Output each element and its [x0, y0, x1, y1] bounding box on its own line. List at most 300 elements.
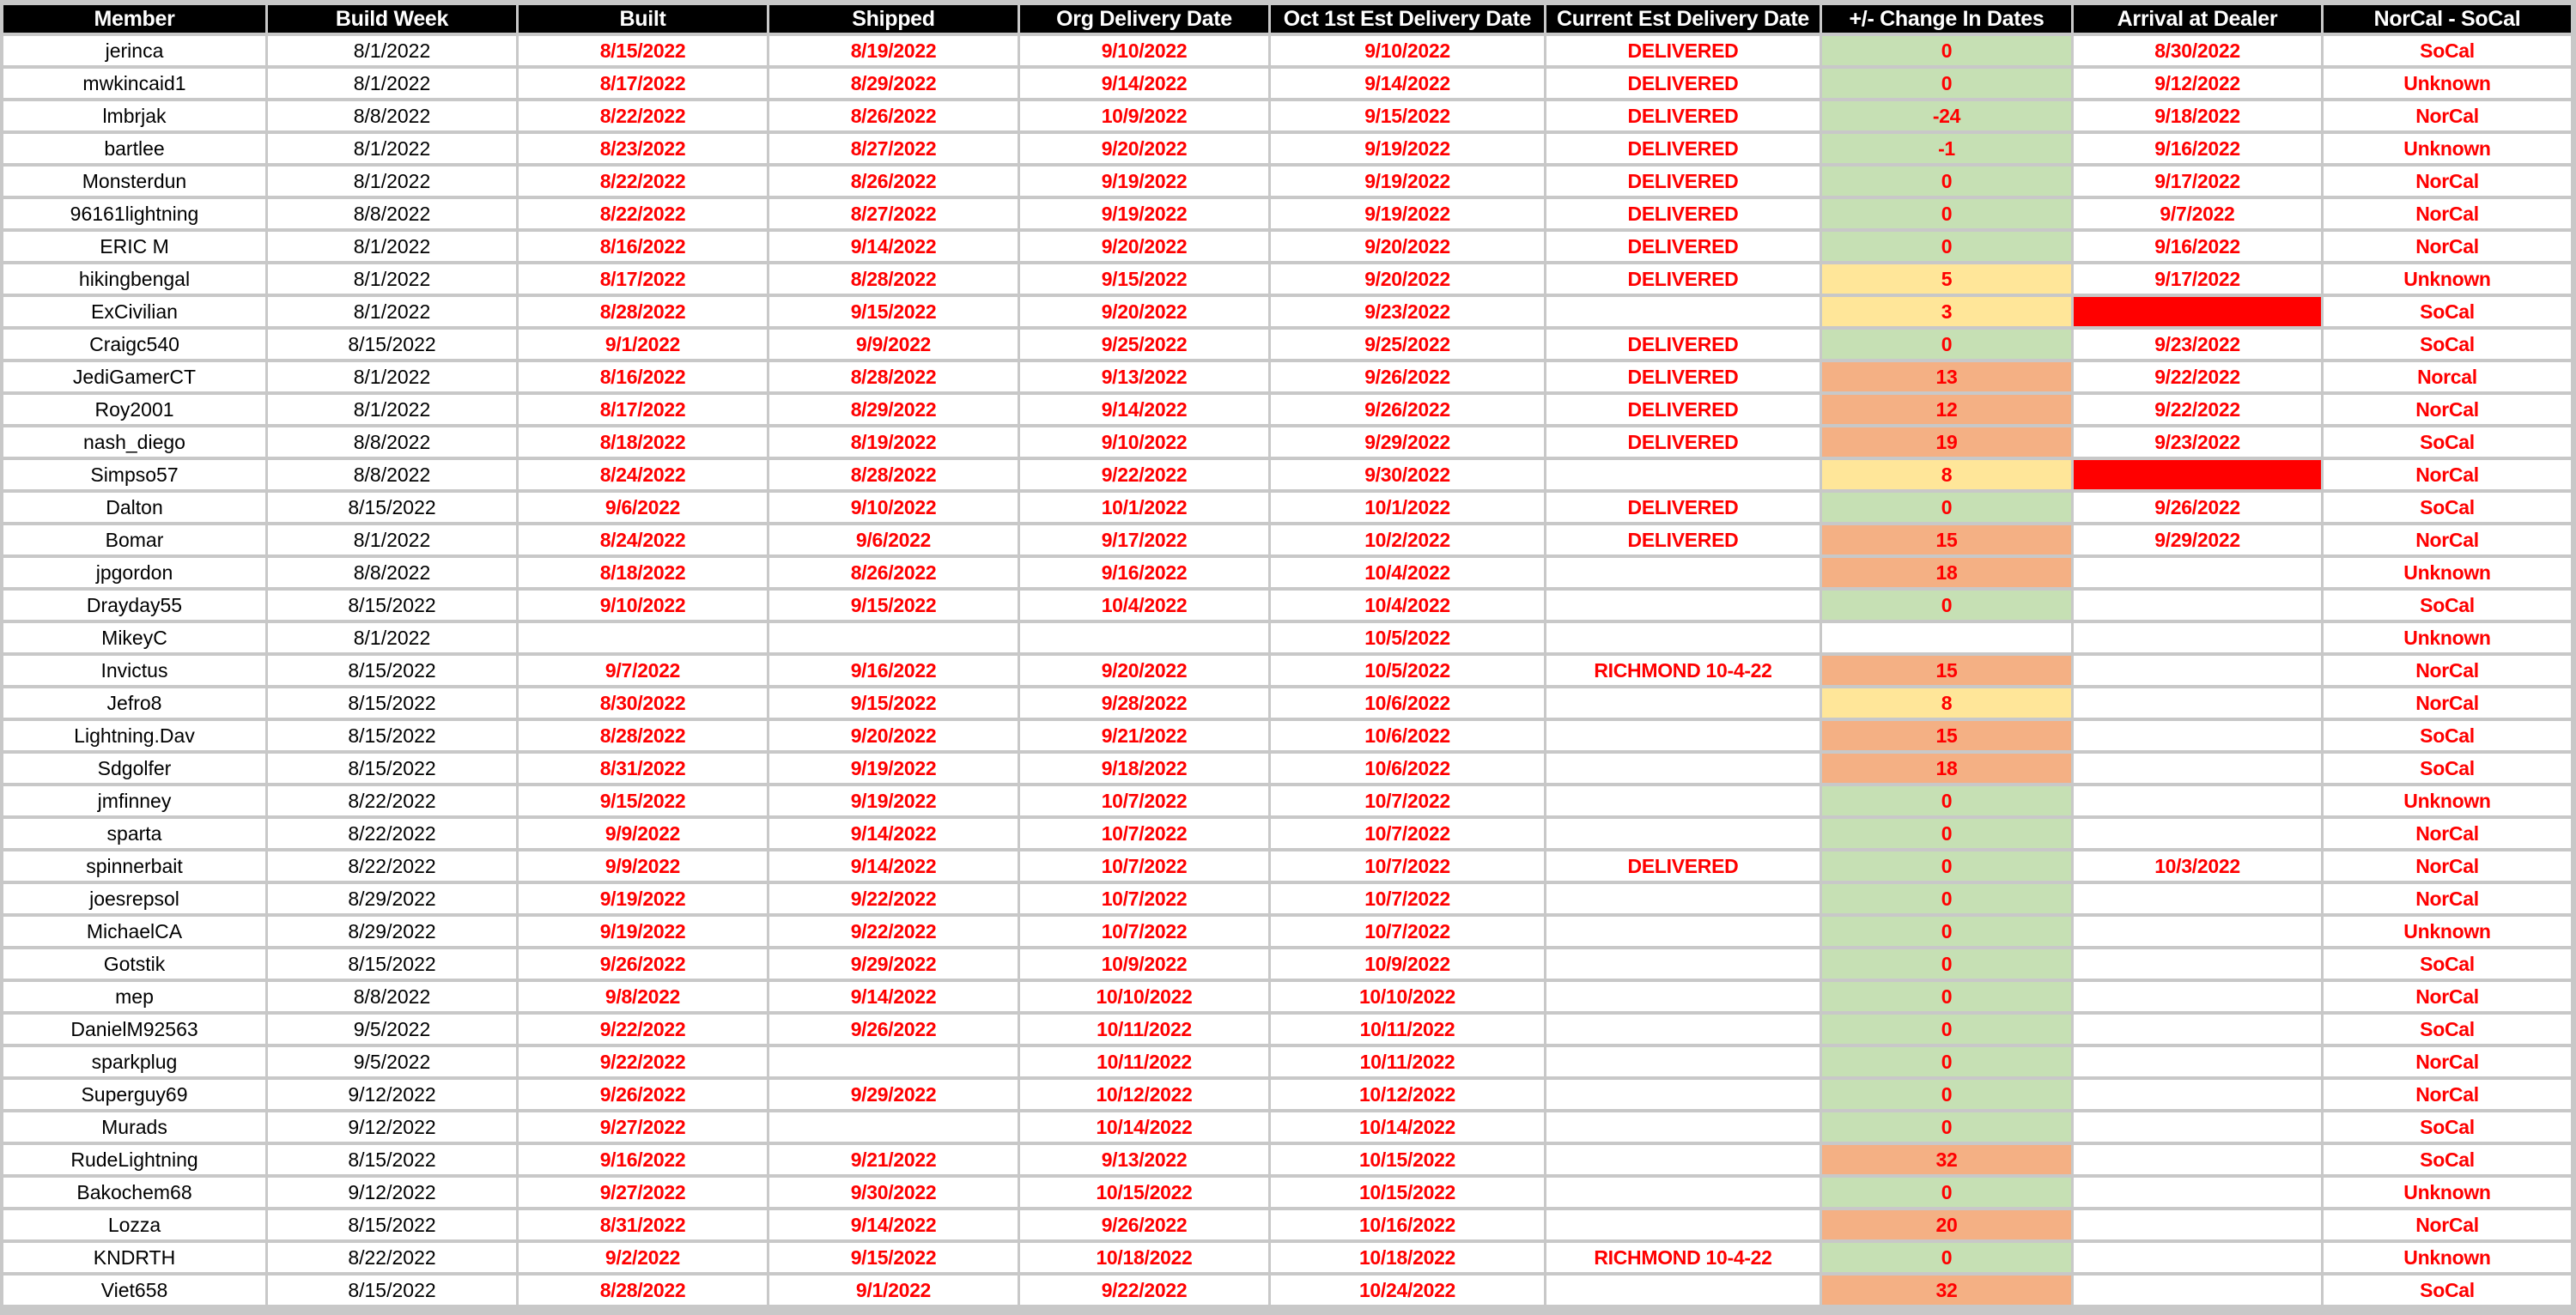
cell-arrival-at-dealer[interactable]: 9/16/2022	[2074, 134, 2321, 163]
cell-shipped[interactable]: 9/14/2022	[769, 1210, 1018, 1239]
cell-oct1-est-delivery-date[interactable]: 10/11/2022	[1271, 1015, 1544, 1044]
cell-change-in-dates[interactable]: 3	[1822, 297, 2071, 326]
cell-org-delivery-date[interactable]	[1020, 623, 1268, 652]
cell-member[interactable]: Gotstik	[3, 949, 265, 979]
cell-member[interactable]: KNDRTH	[3, 1243, 265, 1272]
cell-org-delivery-date[interactable]: 10/7/2022	[1020, 851, 1268, 881]
cell-change-in-dates[interactable]: 15	[1822, 525, 2071, 554]
cell-built[interactable]: 9/9/2022	[519, 819, 767, 848]
cell-oct1-est-delivery-date[interactable]: 9/19/2022	[1271, 167, 1544, 196]
cell-org-delivery-date[interactable]: 10/9/2022	[1020, 101, 1268, 130]
cell-shipped[interactable]: 8/28/2022	[769, 264, 1018, 294]
cell-built[interactable]: 8/28/2022	[519, 721, 767, 750]
cell-build-week[interactable]: 8/1/2022	[268, 297, 516, 326]
cell-region[interactable]: NorCal	[2324, 884, 2571, 913]
cell-current-est-delivery-date[interactable]: DELIVERED	[1546, 199, 1820, 228]
cell-shipped[interactable]: 8/29/2022	[769, 69, 1018, 98]
cell-current-est-delivery-date[interactable]: DELIVERED	[1546, 167, 1820, 196]
column-header-member[interactable]: Member	[3, 5, 265, 33]
cell-shipped[interactable]: 9/9/2022	[769, 330, 1018, 359]
cell-region[interactable]: Unknown	[2324, 917, 2571, 946]
cell-build-week[interactable]: 8/1/2022	[268, 362, 516, 391]
cell-build-week[interactable]: 8/22/2022	[268, 851, 516, 881]
cell-org-delivery-date[interactable]: 9/20/2022	[1020, 134, 1268, 163]
column-header-build-week[interactable]: Build Week	[268, 5, 516, 33]
cell-oct1-est-delivery-date[interactable]: 10/4/2022	[1271, 591, 1544, 620]
cell-org-delivery-date[interactable]: 9/19/2022	[1020, 199, 1268, 228]
cell-oct1-est-delivery-date[interactable]: 10/7/2022	[1271, 884, 1544, 913]
cell-built[interactable]: 8/24/2022	[519, 460, 767, 489]
cell-oct1-est-delivery-date[interactable]: 10/4/2022	[1271, 558, 1544, 587]
cell-member[interactable]: Monsterdun	[3, 167, 265, 196]
cell-current-est-delivery-date[interactable]: RICHMOND 10-4-22	[1546, 1243, 1820, 1272]
cell-current-est-delivery-date[interactable]	[1546, 819, 1820, 848]
cell-oct1-est-delivery-date[interactable]: 9/23/2022	[1271, 297, 1544, 326]
cell-member[interactable]: MichaelCA	[3, 917, 265, 946]
cell-shipped[interactable]: 9/14/2022	[769, 851, 1018, 881]
cell-org-delivery-date[interactable]: 10/14/2022	[1020, 1112, 1268, 1142]
cell-arrival-at-dealer[interactable]	[2074, 297, 2321, 326]
cell-oct1-est-delivery-date[interactable]: 10/5/2022	[1271, 623, 1544, 652]
cell-shipped[interactable]: 8/27/2022	[769, 134, 1018, 163]
cell-arrival-at-dealer[interactable]: 9/22/2022	[2074, 395, 2321, 424]
cell-region[interactable]: SoCal	[2324, 1276, 2571, 1305]
cell-build-week[interactable]: 8/8/2022	[268, 982, 516, 1011]
cell-current-est-delivery-date[interactable]: DELIVERED	[1546, 330, 1820, 359]
cell-shipped[interactable]: 8/19/2022	[769, 427, 1018, 457]
cell-current-est-delivery-date[interactable]	[1546, 1112, 1820, 1142]
cell-region[interactable]: SoCal	[2324, 493, 2571, 522]
cell-arrival-at-dealer[interactable]	[2074, 1112, 2321, 1142]
cell-built[interactable]: 9/7/2022	[519, 656, 767, 685]
cell-build-week[interactable]: 8/15/2022	[268, 721, 516, 750]
column-header-built[interactable]: Built	[519, 5, 767, 33]
cell-org-delivery-date[interactable]: 9/20/2022	[1020, 656, 1268, 685]
cell-build-week[interactable]: 9/12/2022	[268, 1112, 516, 1142]
cell-built[interactable]: 8/18/2022	[519, 558, 767, 587]
cell-member[interactable]: 96161lightning	[3, 199, 265, 228]
cell-oct1-est-delivery-date[interactable]: 10/7/2022	[1271, 851, 1544, 881]
cell-build-week[interactable]: 8/29/2022	[268, 917, 516, 946]
cell-built[interactable]: 8/16/2022	[519, 362, 767, 391]
cell-build-week[interactable]: 8/1/2022	[268, 167, 516, 196]
cell-arrival-at-dealer[interactable]	[2074, 884, 2321, 913]
cell-build-week[interactable]: 8/15/2022	[268, 591, 516, 620]
cell-region[interactable]: NorCal	[2324, 688, 2571, 718]
cell-shipped[interactable]: 9/15/2022	[769, 688, 1018, 718]
cell-build-week[interactable]: 8/8/2022	[268, 427, 516, 457]
cell-org-delivery-date[interactable]: 9/14/2022	[1020, 69, 1268, 98]
cell-arrival-at-dealer[interactable]: 9/7/2022	[2074, 199, 2321, 228]
cell-oct1-est-delivery-date[interactable]: 9/14/2022	[1271, 69, 1544, 98]
cell-org-delivery-date[interactable]: 9/21/2022	[1020, 721, 1268, 750]
cell-org-delivery-date[interactable]: 9/18/2022	[1020, 754, 1268, 783]
cell-org-delivery-date[interactable]: 9/20/2022	[1020, 232, 1268, 261]
cell-oct1-est-delivery-date[interactable]: 10/7/2022	[1271, 819, 1544, 848]
cell-change-in-dates[interactable]: 5	[1822, 264, 2071, 294]
column-header-oct1-est-delivery-date[interactable]: Oct 1st Est Delivery Date	[1271, 5, 1544, 33]
cell-build-week[interactable]: 8/15/2022	[268, 688, 516, 718]
cell-current-est-delivery-date[interactable]	[1546, 721, 1820, 750]
cell-member[interactable]: Superguy69	[3, 1080, 265, 1109]
cell-oct1-est-delivery-date[interactable]: 9/29/2022	[1271, 427, 1544, 457]
cell-current-est-delivery-date[interactable]: DELIVERED	[1546, 427, 1820, 457]
cell-change-in-dates[interactable]: 0	[1822, 1015, 2071, 1044]
cell-arrival-at-dealer[interactable]: 10/3/2022	[2074, 851, 2321, 881]
cell-shipped[interactable]: 9/26/2022	[769, 1015, 1018, 1044]
cell-org-delivery-date[interactable]: 10/7/2022	[1020, 786, 1268, 815]
cell-built[interactable]: 9/22/2022	[519, 1015, 767, 1044]
cell-oct1-est-delivery-date[interactable]: 9/10/2022	[1271, 36, 1544, 65]
cell-arrival-at-dealer[interactable]: 9/23/2022	[2074, 330, 2321, 359]
cell-change-in-dates[interactable]: 20	[1822, 1210, 2071, 1239]
cell-built[interactable]	[519, 623, 767, 652]
cell-org-delivery-date[interactable]: 9/10/2022	[1020, 36, 1268, 65]
cell-built[interactable]: 9/15/2022	[519, 786, 767, 815]
cell-shipped[interactable]	[769, 1112, 1018, 1142]
cell-built[interactable]: 8/22/2022	[519, 101, 767, 130]
cell-oct1-est-delivery-date[interactable]: 10/24/2022	[1271, 1276, 1544, 1305]
cell-build-week[interactable]: 8/15/2022	[268, 330, 516, 359]
cell-current-est-delivery-date[interactable]	[1546, 1145, 1820, 1174]
cell-build-week[interactable]: 8/15/2022	[268, 1276, 516, 1305]
cell-built[interactable]: 9/10/2022	[519, 591, 767, 620]
cell-built[interactable]: 9/26/2022	[519, 949, 767, 979]
cell-org-delivery-date[interactable]: 9/16/2022	[1020, 558, 1268, 587]
cell-current-est-delivery-date[interactable]: DELIVERED	[1546, 851, 1820, 881]
cell-change-in-dates[interactable]: 18	[1822, 558, 2071, 587]
cell-org-delivery-date[interactable]: 9/13/2022	[1020, 1145, 1268, 1174]
cell-change-in-dates[interactable]: 18	[1822, 754, 2071, 783]
cell-arrival-at-dealer[interactable]	[2074, 982, 2321, 1011]
cell-change-in-dates[interactable]: 8	[1822, 688, 2071, 718]
cell-member[interactable]: Bomar	[3, 525, 265, 554]
cell-oct1-est-delivery-date[interactable]: 9/20/2022	[1271, 264, 1544, 294]
cell-org-delivery-date[interactable]: 10/9/2022	[1020, 949, 1268, 979]
cell-built[interactable]: 8/22/2022	[519, 167, 767, 196]
cell-build-week[interactable]: 8/15/2022	[268, 493, 516, 522]
cell-oct1-est-delivery-date[interactable]: 10/18/2022	[1271, 1243, 1544, 1272]
cell-change-in-dates[interactable]: 0	[1822, 493, 2071, 522]
cell-current-est-delivery-date[interactable]	[1546, 1210, 1820, 1239]
cell-build-week[interactable]: 8/15/2022	[268, 1210, 516, 1239]
cell-change-in-dates[interactable]: 12	[1822, 395, 2071, 424]
cell-change-in-dates[interactable]: 8	[1822, 460, 2071, 489]
cell-build-week[interactable]: 8/1/2022	[268, 525, 516, 554]
cell-region[interactable]: SoCal	[2324, 330, 2571, 359]
cell-org-delivery-date[interactable]: 9/15/2022	[1020, 264, 1268, 294]
cell-member[interactable]: Sdgolfer	[3, 754, 265, 783]
cell-built[interactable]: 9/9/2022	[519, 851, 767, 881]
cell-shipped[interactable]: 9/21/2022	[769, 1145, 1018, 1174]
cell-member[interactable]: Dalton	[3, 493, 265, 522]
cell-region[interactable]: NorCal	[2324, 101, 2571, 130]
cell-oct1-est-delivery-date[interactable]: 10/15/2022	[1271, 1178, 1544, 1207]
cell-member[interactable]: Roy2001	[3, 395, 265, 424]
cell-region[interactable]: Unknown	[2324, 264, 2571, 294]
cell-member[interactable]: DanielM92563	[3, 1015, 265, 1044]
cell-member[interactable]: Invictus	[3, 656, 265, 685]
cell-current-est-delivery-date[interactable]	[1546, 1047, 1820, 1076]
cell-build-week[interactable]: 8/1/2022	[268, 69, 516, 98]
cell-arrival-at-dealer[interactable]	[2074, 1047, 2321, 1076]
cell-current-est-delivery-date[interactable]: DELIVERED	[1546, 101, 1820, 130]
cell-change-in-dates[interactable]: 0	[1822, 36, 2071, 65]
cell-shipped[interactable]: 8/19/2022	[769, 36, 1018, 65]
cell-region[interactable]: Unknown	[2324, 134, 2571, 163]
cell-region[interactable]: NorCal	[2324, 1210, 2571, 1239]
cell-oct1-est-delivery-date[interactable]: 10/1/2022	[1271, 493, 1544, 522]
cell-built[interactable]: 9/19/2022	[519, 917, 767, 946]
cell-build-week[interactable]: 8/8/2022	[268, 460, 516, 489]
cell-oct1-est-delivery-date[interactable]: 10/5/2022	[1271, 656, 1544, 685]
cell-oct1-est-delivery-date[interactable]: 9/26/2022	[1271, 395, 1544, 424]
cell-region[interactable]: Unknown	[2324, 786, 2571, 815]
cell-oct1-est-delivery-date[interactable]: 10/6/2022	[1271, 721, 1544, 750]
cell-org-delivery-date[interactable]: 10/18/2022	[1020, 1243, 1268, 1272]
cell-change-in-dates[interactable]: 0	[1822, 591, 2071, 620]
cell-arrival-at-dealer[interactable]: 8/30/2022	[2074, 36, 2321, 65]
cell-current-est-delivery-date[interactable]: DELIVERED	[1546, 493, 1820, 522]
cell-member[interactable]: Craigc540	[3, 330, 265, 359]
cell-org-delivery-date[interactable]: 10/11/2022	[1020, 1047, 1268, 1076]
cell-built[interactable]: 8/23/2022	[519, 134, 767, 163]
cell-shipped[interactable]: 9/10/2022	[769, 493, 1018, 522]
cell-change-in-dates[interactable]: 13	[1822, 362, 2071, 391]
cell-built[interactable]: 9/16/2022	[519, 1145, 767, 1174]
cell-shipped[interactable]: 8/26/2022	[769, 558, 1018, 587]
cell-region[interactable]: NorCal	[2324, 851, 2571, 881]
cell-oct1-est-delivery-date[interactable]: 9/25/2022	[1271, 330, 1544, 359]
cell-build-week[interactable]: 8/1/2022	[268, 264, 516, 294]
cell-region[interactable]: Unknown	[2324, 623, 2571, 652]
column-header-current-est-delivery-date[interactable]: Current Est Delivery Date	[1546, 5, 1820, 33]
cell-change-in-dates[interactable]: 0	[1822, 69, 2071, 98]
cell-member[interactable]: Murads	[3, 1112, 265, 1142]
cell-oct1-est-delivery-date[interactable]: 10/16/2022	[1271, 1210, 1544, 1239]
cell-org-delivery-date[interactable]: 9/20/2022	[1020, 297, 1268, 326]
cell-oct1-est-delivery-date[interactable]: 9/19/2022	[1271, 134, 1544, 163]
cell-member[interactable]: Bakochem68	[3, 1178, 265, 1207]
cell-current-est-delivery-date[interactable]	[1546, 1080, 1820, 1109]
cell-current-est-delivery-date[interactable]	[1546, 982, 1820, 1011]
cell-change-in-dates[interactable]: 0	[1822, 819, 2071, 848]
cell-build-week[interactable]: 8/15/2022	[268, 1145, 516, 1174]
cell-shipped[interactable]: 9/15/2022	[769, 297, 1018, 326]
cell-member[interactable]: jerinca	[3, 36, 265, 65]
cell-shipped[interactable]: 9/20/2022	[769, 721, 1018, 750]
cell-org-delivery-date[interactable]: 9/25/2022	[1020, 330, 1268, 359]
cell-region[interactable]: Unknown	[2324, 1243, 2571, 1272]
cell-current-est-delivery-date[interactable]	[1546, 1015, 1820, 1044]
cell-shipped[interactable]: 9/19/2022	[769, 786, 1018, 815]
cell-region[interactable]: SoCal	[2324, 297, 2571, 326]
cell-arrival-at-dealer[interactable]	[2074, 949, 2321, 979]
cell-build-week[interactable]: 9/12/2022	[268, 1080, 516, 1109]
cell-arrival-at-dealer[interactable]	[2074, 1015, 2321, 1044]
cell-built[interactable]: 8/24/2022	[519, 525, 767, 554]
cell-change-in-dates[interactable]: 0	[1822, 232, 2071, 261]
cell-built[interactable]: 9/8/2022	[519, 982, 767, 1011]
cell-change-in-dates[interactable]: 0	[1822, 330, 2071, 359]
cell-built[interactable]: 9/27/2022	[519, 1178, 767, 1207]
column-header-region[interactable]: NorCal - SoCal	[2324, 5, 2571, 33]
cell-built[interactable]: 8/22/2022	[519, 199, 767, 228]
cell-built[interactable]: 8/31/2022	[519, 754, 767, 783]
cell-org-delivery-date[interactable]: 10/10/2022	[1020, 982, 1268, 1011]
cell-org-delivery-date[interactable]: 9/10/2022	[1020, 427, 1268, 457]
cell-org-delivery-date[interactable]: 10/11/2022	[1020, 1015, 1268, 1044]
cell-current-est-delivery-date[interactable]	[1546, 884, 1820, 913]
cell-current-est-delivery-date[interactable]	[1546, 917, 1820, 946]
cell-member[interactable]: lmbrjak	[3, 101, 265, 130]
cell-org-delivery-date[interactable]: 9/13/2022	[1020, 362, 1268, 391]
cell-built[interactable]: 9/22/2022	[519, 1047, 767, 1076]
cell-org-delivery-date[interactable]: 9/26/2022	[1020, 1210, 1268, 1239]
cell-member[interactable]: Lightning.Dav	[3, 721, 265, 750]
cell-built[interactable]: 8/28/2022	[519, 297, 767, 326]
cell-member[interactable]: Simpso57	[3, 460, 265, 489]
cell-built[interactable]: 9/6/2022	[519, 493, 767, 522]
cell-arrival-at-dealer[interactable]	[2074, 1210, 2321, 1239]
cell-current-est-delivery-date[interactable]	[1546, 1178, 1820, 1207]
cell-current-est-delivery-date[interactable]: DELIVERED	[1546, 69, 1820, 98]
cell-arrival-at-dealer[interactable]	[2074, 754, 2321, 783]
cell-current-est-delivery-date[interactable]: DELIVERED	[1546, 525, 1820, 554]
cell-build-week[interactable]: 8/1/2022	[268, 232, 516, 261]
cell-arrival-at-dealer[interactable]	[2074, 1145, 2321, 1174]
cell-arrival-at-dealer[interactable]	[2074, 623, 2321, 652]
cell-oct1-est-delivery-date[interactable]: 10/12/2022	[1271, 1080, 1544, 1109]
cell-change-in-dates[interactable]: 0	[1822, 1047, 2071, 1076]
cell-member[interactable]: ERIC M	[3, 232, 265, 261]
cell-build-week[interactable]: 8/1/2022	[268, 36, 516, 65]
cell-change-in-dates[interactable]: 32	[1822, 1145, 2071, 1174]
cell-current-est-delivery-date[interactable]	[1546, 591, 1820, 620]
cell-build-week[interactable]: 8/22/2022	[268, 1243, 516, 1272]
cell-org-delivery-date[interactable]: 10/15/2022	[1020, 1178, 1268, 1207]
cell-built[interactable]: 9/2/2022	[519, 1243, 767, 1272]
cell-shipped[interactable]: 9/6/2022	[769, 525, 1018, 554]
cell-region[interactable]: Unknown	[2324, 558, 2571, 587]
cell-shipped[interactable]: 8/26/2022	[769, 101, 1018, 130]
cell-oct1-est-delivery-date[interactable]: 10/7/2022	[1271, 786, 1544, 815]
cell-build-week[interactable]: 9/5/2022	[268, 1015, 516, 1044]
cell-member[interactable]: bartlee	[3, 134, 265, 163]
cell-arrival-at-dealer[interactable]: 9/17/2022	[2074, 167, 2321, 196]
cell-member[interactable]: spinnerbait	[3, 851, 265, 881]
cell-current-est-delivery-date[interactable]: DELIVERED	[1546, 134, 1820, 163]
cell-change-in-dates[interactable]: 15	[1822, 721, 2071, 750]
cell-change-in-dates[interactable]: 15	[1822, 656, 2071, 685]
cell-change-in-dates[interactable]: 0	[1822, 851, 2071, 881]
cell-change-in-dates[interactable]: 0	[1822, 917, 2071, 946]
cell-region[interactable]: NorCal	[2324, 1047, 2571, 1076]
cell-built[interactable]: 9/1/2022	[519, 330, 767, 359]
cell-change-in-dates[interactable]: 0	[1822, 1112, 2071, 1142]
cell-member[interactable]: MikeyC	[3, 623, 265, 652]
cell-arrival-at-dealer[interactable]: 9/18/2022	[2074, 101, 2321, 130]
cell-org-delivery-date[interactable]: 10/1/2022	[1020, 493, 1268, 522]
cell-arrival-at-dealer[interactable]: 9/17/2022	[2074, 264, 2321, 294]
cell-change-in-dates[interactable]: 0	[1822, 786, 2071, 815]
cell-current-est-delivery-date[interactable]	[1546, 558, 1820, 587]
cell-change-in-dates[interactable]: -24	[1822, 101, 2071, 130]
cell-member[interactable]: sparta	[3, 819, 265, 848]
cell-built[interactable]: 8/28/2022	[519, 1276, 767, 1305]
cell-member[interactable]: ExCivilian	[3, 297, 265, 326]
cell-current-est-delivery-date[interactable]	[1546, 460, 1820, 489]
cell-member[interactable]: mwkincaid1	[3, 69, 265, 98]
cell-change-in-dates[interactable]: 32	[1822, 1276, 2071, 1305]
cell-arrival-at-dealer[interactable]	[2074, 917, 2321, 946]
cell-current-est-delivery-date[interactable]	[1546, 754, 1820, 783]
cell-build-week[interactable]: 8/1/2022	[268, 134, 516, 163]
cell-built[interactable]: 8/16/2022	[519, 232, 767, 261]
cell-change-in-dates[interactable]: 0	[1822, 199, 2071, 228]
column-header-arrival-at-dealer[interactable]: Arrival at Dealer	[2074, 5, 2321, 33]
cell-arrival-at-dealer[interactable]	[2074, 688, 2321, 718]
cell-shipped[interactable]: 8/29/2022	[769, 395, 1018, 424]
column-header-shipped[interactable]: Shipped	[769, 5, 1018, 33]
cell-change-in-dates[interactable]: 0	[1822, 1243, 2071, 1272]
cell-region[interactable]: NorCal	[2324, 1080, 2571, 1109]
cell-oct1-est-delivery-date[interactable]: 9/26/2022	[1271, 362, 1544, 391]
cell-arrival-at-dealer[interactable]	[2074, 656, 2321, 685]
cell-build-week[interactable]: 8/22/2022	[268, 819, 516, 848]
cell-shipped[interactable]: 8/27/2022	[769, 199, 1018, 228]
cell-oct1-est-delivery-date[interactable]: 10/11/2022	[1271, 1047, 1544, 1076]
cell-change-in-dates[interactable]: 0	[1822, 949, 2071, 979]
column-header-org-delivery-date[interactable]: Org Delivery Date	[1020, 5, 1268, 33]
cell-oct1-est-delivery-date[interactable]: 10/15/2022	[1271, 1145, 1544, 1174]
cell-build-week[interactable]: 8/1/2022	[268, 623, 516, 652]
cell-org-delivery-date[interactable]: 10/7/2022	[1020, 819, 1268, 848]
cell-oct1-est-delivery-date[interactable]: 10/7/2022	[1271, 917, 1544, 946]
cell-shipped[interactable]: 9/15/2022	[769, 591, 1018, 620]
cell-region[interactable]: NorCal	[2324, 460, 2571, 489]
cell-arrival-at-dealer[interactable]	[2074, 721, 2321, 750]
cell-arrival-at-dealer[interactable]	[2074, 786, 2321, 815]
cell-oct1-est-delivery-date[interactable]: 10/6/2022	[1271, 688, 1544, 718]
cell-arrival-at-dealer[interactable]	[2074, 1243, 2321, 1272]
cell-current-est-delivery-date[interactable]	[1546, 786, 1820, 815]
cell-region[interactable]: NorCal	[2324, 819, 2571, 848]
cell-shipped[interactable]	[769, 1047, 1018, 1076]
cell-change-in-dates[interactable]: 19	[1822, 427, 2071, 457]
cell-current-est-delivery-date[interactable]	[1546, 297, 1820, 326]
cell-shipped[interactable]: 9/15/2022	[769, 1243, 1018, 1272]
cell-arrival-at-dealer[interactable]	[2074, 460, 2321, 489]
cell-region[interactable]: Unknown	[2324, 1178, 2571, 1207]
cell-current-est-delivery-date[interactable]	[1546, 949, 1820, 979]
cell-current-est-delivery-date[interactable]: RICHMOND 10-4-22	[1546, 656, 1820, 685]
cell-org-delivery-date[interactable]: 9/22/2022	[1020, 1276, 1268, 1305]
cell-region[interactable]: SoCal	[2324, 721, 2571, 750]
cell-built[interactable]: 8/15/2022	[519, 36, 767, 65]
cell-region[interactable]: NorCal	[2324, 167, 2571, 196]
cell-shipped[interactable]: 9/30/2022	[769, 1178, 1018, 1207]
cell-shipped[interactable]: 9/1/2022	[769, 1276, 1018, 1305]
cell-arrival-at-dealer[interactable]: 9/23/2022	[2074, 427, 2321, 457]
cell-arrival-at-dealer[interactable]: 9/26/2022	[2074, 493, 2321, 522]
cell-build-week[interactable]: 8/15/2022	[268, 949, 516, 979]
cell-arrival-at-dealer[interactable]	[2074, 819, 2321, 848]
cell-arrival-at-dealer[interactable]	[2074, 558, 2321, 587]
cell-built[interactable]: 9/27/2022	[519, 1112, 767, 1142]
cell-arrival-at-dealer[interactable]: 9/29/2022	[2074, 525, 2321, 554]
cell-region[interactable]: NorCal	[2324, 199, 2571, 228]
